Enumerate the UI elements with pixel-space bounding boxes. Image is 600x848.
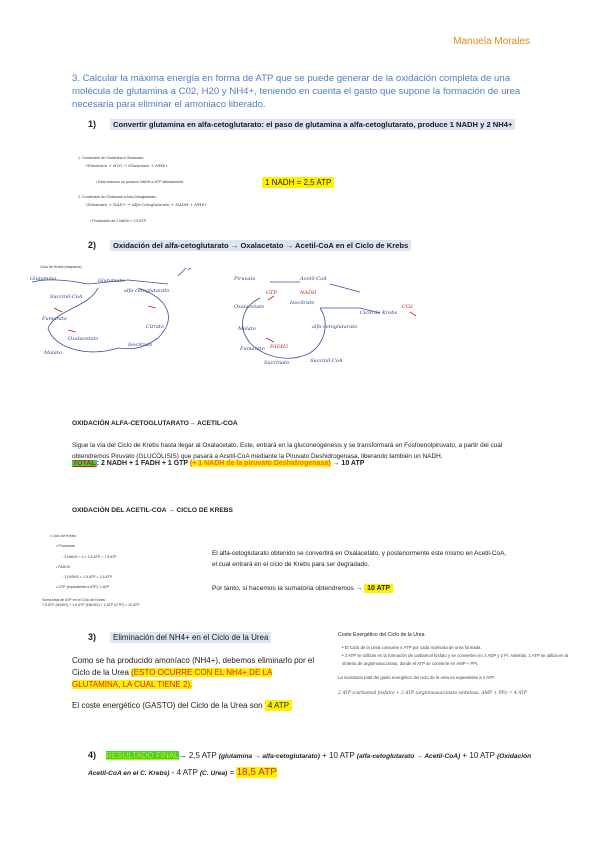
diagram-2-label-7: Succinil-CoA	[310, 358, 343, 364]
diagram-caption: Ciclo de Krebs (esquema)	[40, 265, 82, 269]
diagram-2-label-0: Piruvato	[234, 276, 256, 282]
urea-cost-notes	[338, 632, 578, 698]
sum-line	[212, 585, 393, 592]
paragraph-akg-oxidation: Sigue la vía del Ciclo de Krebs hasta llegar al Oxalacetato. Este, entrará en la gluconeogénesis y se transformará en Fosfoenolpiruvato, a partir del cual obtendremos Piruvato (GLUCÓLISIS) que pasará a Acetil-CoA mediante la Piruvato Deshidrogenasa, liberando también un NADH.	[72, 442, 503, 460]
diagram-1-label-1: Glutamato	[98, 278, 125, 284]
paragraph-akg-to-acetylcoa: El alfa-cetoglutarato obtenido se convertirá en Oxalacetato, y posteriormente este mismo en Acetil-CoA, el cual entrará en el ciclo de Krebs para ser degradado.	[212, 550, 507, 568]
diagram-2-label-1: Acetil-CoA	[300, 276, 327, 282]
urea-notes-equation: 2 ATP (carbamoil fosfato) + 2 ATP (argininosuccinato sintetasa, AMP + PPi) = 4 ATP	[338, 691, 527, 696]
total-highlight: (+ 1 NADH de la piruvato Deshidrogenasa)	[189, 460, 331, 467]
diagram-2-label-10: GTP	[266, 290, 277, 296]
krebs-diagram-handwritten-2	[230, 268, 430, 368]
diagram-2-label-11: NADH	[300, 290, 317, 296]
total-line	[72, 460, 364, 467]
final-part-2-desc: (alfa-cetoglutarato → Acetil-CoA)	[356, 753, 461, 760]
section-1-item-2-equation: Glutamato + NAD+ → Alfa-Cetoglutarato + NADH + NH4+	[86, 202, 208, 207]
total-text: : 2 NADH + 1 FADH + 1 GTP	[96, 460, 190, 467]
diagram-1-label-2: Succinil-CoA	[50, 294, 83, 300]
section-3-heading	[88, 632, 271, 643]
diagram-1-label-8: Isocitrato	[128, 342, 153, 348]
final-result-label: RESULTADO FINAL	[106, 751, 179, 760]
diagram-2-label-2: Ciclo de Krebs	[360, 310, 398, 316]
urea-notes-bullet-0: • El Ciclo de la Urea consume 4 ATP por cada molécula de urea formada.	[342, 645, 482, 650]
final-part-1: → 2,5 ATP	[178, 751, 219, 760]
final-part-4: - 4 ATP	[169, 768, 200, 777]
urea-notes-bullet-1: • 2 ATP se utilizan en la formación de carbamoil fosfato y se convierten en 2 ADP y 2 Pi. Además, 1 ATP se utiliza en la síntesis de argininosuccinato, donde el ATP se convierte en AMP + PPi.	[342, 653, 569, 666]
diagram-2-label-4: Malato	[238, 326, 256, 332]
urea-cost-text: El coste energético (GASTO) del Ciclo de la Urea son	[72, 701, 265, 710]
final-part-1-desc: (glutamina → alfa-cetoglutarato)	[218, 753, 320, 760]
final-result-block	[88, 747, 548, 782]
section-2-number: 2)	[88, 240, 97, 250]
section-2-title: Oxidación del alfa-cetoglutarato → Oxalacetato → Acetil-CoA en el Ciclo de Krebs	[110, 240, 411, 251]
diagram-2-label-6: Succinato	[264, 360, 290, 366]
krebs-note-5: • GTP (equivalente a ATP): 1 ATP	[56, 585, 110, 589]
krebs-note-2: ◦ 3 NADH = 3 × 2,5 ATP = 7,5 ATP	[62, 555, 117, 559]
section-1-item-2-title: 2. Conversión de Glutamato a Alfa-Cetoglutarato:	[78, 195, 157, 199]
sum-result: 10 ATP	[364, 584, 393, 593]
total-result: → 10 ATP	[330, 460, 365, 467]
paragraph-urea-cost	[72, 700, 332, 712]
sum-text: Por tanto, si hacemos la sumatoria obtendremos →	[212, 585, 365, 592]
diagram-2-label-9: Isocitrato	[290, 300, 315, 306]
section-1-item-1-title: 1. Conversión de Glutamina a Glutamato:	[78, 156, 145, 160]
section-2-heading	[88, 240, 518, 251]
diagram-1-label-5: Malato	[44, 350, 62, 356]
krebs-note-1: • Productos:	[56, 544, 76, 548]
final-part-3-desc: (Oxidación Acetil-CoA en el C. Krebs)	[88, 753, 532, 777]
krebs-note-0: • Ciclo de Krebs:	[50, 534, 77, 538]
diagram-1-label-7: Citrato	[146, 324, 164, 330]
urea-cost-result: 4 ATP	[265, 700, 292, 711]
diagram-1-label-4: Oxalacetato	[68, 336, 99, 342]
krebs-diagram-handwritten-1	[28, 268, 218, 368]
author-name: Manuela Morales	[453, 36, 530, 47]
section-1-item-1-note: • Esta reacción no produce NADH ni ATP directamente.	[96, 180, 185, 184]
final-result-value: 18,5 ATP	[236, 767, 277, 778]
final-part-2: + 10 ATP	[319, 751, 357, 760]
diagram-2-label-5: Fumarato	[240, 346, 265, 352]
section-1-title: Convertir glutamina en alfa-cetoglutarato: el paso de glutamina a alfa-cetoglutarato, produce 1 NADH y 2 NH4+	[110, 119, 515, 130]
urea-intro-highlight: (ESTO OCURRE CON EL NH4+ DE LA GLUTAMINA, LA CUAL TIENE 2).	[72, 668, 273, 689]
subtitle-oxidation-akg: OXIDACIÓN ALFA-CETOGLUTARATO→ ACETIL-COA	[72, 420, 238, 427]
question-text: 3. Calcular la máxima energía en forma de ATP que se puede generar de la oxidación completa de una molécula de glutamina a C02, H20 y NH4+, teniendo en cuenta el gasto que supone la formación de urea necesaria para eliminar el amoniaco liberado.	[72, 73, 521, 110]
diagram-2-label-12: FADH2	[270, 344, 289, 350]
diagram-2-label-13: CO2	[402, 304, 414, 310]
section-4-number: 4)	[88, 750, 97, 760]
section-1-number: 1)	[88, 119, 97, 129]
krebs-note-6: Suma total de ATP en el Ciclo de Krebs:	[42, 598, 106, 602]
diagram-1-label-0: Glutamina	[30, 276, 57, 282]
paragraph-urea-intro	[72, 655, 322, 691]
krebs-note-3: • FADH2:	[56, 565, 71, 569]
section-1-heading	[88, 119, 518, 130]
diagram-2-label-3: Oxalacetato	[234, 304, 265, 310]
krebs-notes-list	[42, 534, 202, 608]
diagram-1-label-6: alfa-cetoglutarato	[124, 288, 170, 294]
total-label: TOTAL	[73, 460, 96, 467]
krebs-note-4: ◦ 1 FADH2 × 1,5 ATP = 1,5 ATP	[62, 575, 113, 579]
section-1-item-2-note: • Producción de 1 NADH = 2,5 ATP	[90, 219, 147, 223]
final-part-4-desc: (C. Urea)	[199, 770, 228, 777]
section-1-item-1-equation: Glutamina + H2O → Glutamato + NH4+	[86, 163, 169, 168]
urea-notes-title: Coste Energético del Ciclo de la Urea	[338, 632, 425, 638]
section-3-number: 3)	[88, 632, 97, 642]
final-part-5: =	[227, 768, 237, 777]
urea-notes-summary: La sumatoria total del gasto energético del ciclo de la urea es equivalente a 4 ATP:	[338, 675, 496, 680]
diagram-2-label-8: alfa-cetoglutarato	[312, 324, 358, 330]
final-part-3: + 10 ATP	[460, 751, 498, 760]
subtitle-acetylcoa-krebs: OXIDACIÓN DEL ACETIL-COA → CICLO DE KREBS	[72, 507, 233, 514]
krebs-note-7: 7,5 ATP (NADH) + 1,5 ATP (FADH2) + 1 ATP (GTP) = 10 ATP	[42, 603, 140, 607]
urea-intro-text: Como se ha producido amoníaco (NH4+), debemos eliminarlo por el Ciclo de la Urea	[72, 656, 315, 677]
diagram-1-label-3: Fumarato	[42, 316, 67, 322]
section-3-title: Eliminación del NH4+ en el Ciclo de la Urea	[110, 632, 271, 643]
section-1-result-badge: 1 NADH = 2,5 ATP	[262, 177, 334, 188]
